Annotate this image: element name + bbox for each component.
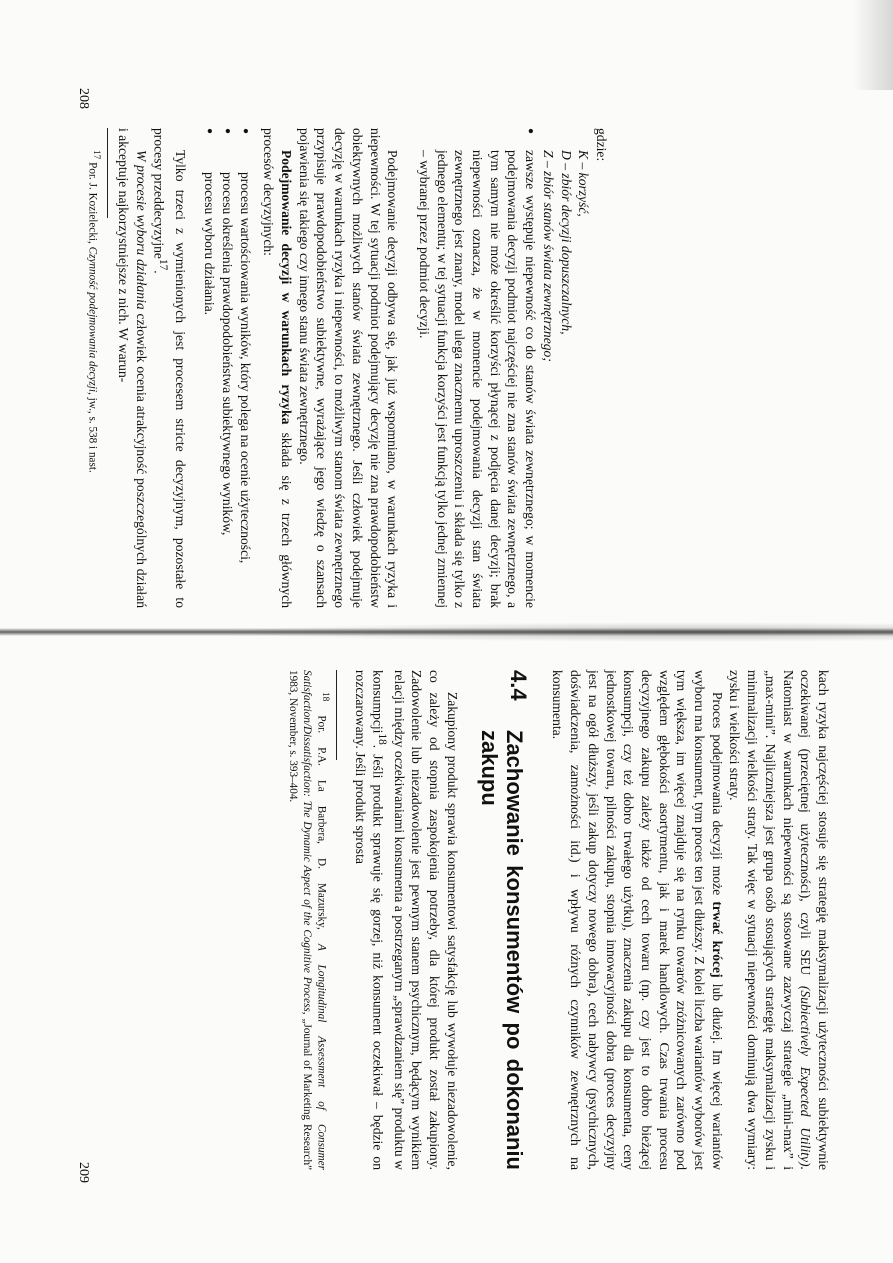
- paragraph-three-processes: Podejmowanie decyzji w warunkach ryzyka składa się z trzech głównych procesów decyzyjnych:: [261, 128, 295, 608]
- footnote-rule: [107, 128, 108, 218]
- scan-edge-shadow: [853, 0, 893, 90]
- book-gutter: [0, 628, 893, 636]
- section-heading: [476, 670, 531, 1170]
- paragraph-after-purchase: Zakupiony produkt sprawia konsumentowi satysfakcję lub wywołuje niezadowolenie, co zależy od stopnia zaspokojenia potrzeby, dla której produkt został zakupiony. Zadowolenie lub niezadowolenie jest pewnym stanem psychicznym, będącym wynikiem relacji między oczekiwaniami konsumenta a postrzeganym „sprawdzaniem się” produktu w konsumpcji$^{18}$. Jeśli produkt sprawuje się gorzej, niż konsument oczekiwał – będzie on rozczarowany. Jeśli produkt sprosta: [352, 670, 460, 1170]
- page-208: [85, 128, 610, 608]
- page-number-208: 208: [76, 88, 91, 109]
- paragraph-only-third: Tylko trzeci z wymienionych jest procesem stricte decyzyjnym, pozostałe to procesy przeddecyzyjne$^{17}$.: [151, 128, 188, 608]
- section-title: Zachowanie konsumentów po dokonaniu zakupu: [476, 730, 527, 1170]
- page-209: [286, 670, 832, 1170]
- process-item-1: ● procesu wartościowania wyników, który polega na ocenie użyteczności,: [236, 128, 254, 608]
- bullet-uncertainty: ● zawsze występuje niepewność co do stanów świata zewnętrznego; w momencie podejmowania decyzji podmiot najczęściej nie zna stanów świata zewnętrznego, a tym samym nie może określić korzyści płynącej z podjęcia danej decyzji; brak niepewności oznacza, że w momencie podejmowania decyzji stan świata zewnętrznego jest znany, model ulega znacznemu uproszczeniu i składa się tylko z jednego elementu; w tej sytuacji funkcja korzyści jest funkcją tylko jednej zmiennej – wybranej przez podmiot decyzji.: [415, 128, 539, 608]
- definition-k: K – korzyść,: [576, 150, 592, 217]
- paragraph-process-length: Proces podejmowania decyzji może trwać krócej lub dłużej. Im więcej wariantów wyboru ma konsument, tym proces ten jest dłuższy. Z kolei liczba wariantów wyborów jest tym większa, im więcej znajduje się na rynku towarów zróżnicowanych zarówno pod względem głębokości asortymentu, jak i marek handlowych. Czas trwania procesu decyzyjnego zakupu zależy także od cech towaru (np. czy jest to dobro bieżącej konsumpcji, czy też dobro trwałego użytku), znaczenia zakupu dla konsumenta, ceny jednostkowej towaru, pilności zakupu, stopnia innowacyjności dobra (proces decyzyjny jest na ogół dłuższy, jeśli zakup dotyczy nowego dobra), cech nabywcy (psychicznych, doświadczenia, zamożności itd.) i wpływu różnych czynników zewnętrznych na konsumenta.: [550, 670, 725, 1170]
- definition-z: Z – zbiór stanów świata zewnętrznego;: [540, 150, 556, 362]
- page-number-209: 209: [76, 1162, 91, 1183]
- process-item-2: ● procesu określenia prawdopodobieństwa subiektywnego wyników,: [218, 128, 236, 608]
- section-number: 4.4: [505, 670, 531, 701]
- paragraph-strategies: kach ryzyka najczęściej stosuje się strategię maksymalizacji użyteczności subiektywnie oczekiwanej (przeciętnej użyteczności), czyli SEU (Subiectively Expected Utility). Natomiast w warunkach niepewności są stosowane zazwyczaj strategie „mini-max” i „max-mini”. Najliczniejsza jest grupa osób stosujących strategię maksymalizacji zysku i minimalizacji wielkości straty. Tak więc w sytuacji niepewności dominują dwa wymiary: zysku i wielkości straty.: [727, 670, 831, 1170]
- footnote-rule: [336, 670, 337, 760]
- paragraph-choice: W procesie wyboru działania człowiek ocenia atrakcyjność poszczególnych działań i akceptuje najkorzystniejsze z nich. W warun-: [115, 128, 149, 608]
- paragraph-risk: Podejmowanie decyzji odbywa się, jak już wspomniano, w warunkach ryzyka i niepewności. W tej sytuacji podmiot podejmujący decyzję nie zna prawdopodobieństw obiektywnych możliwych stanów świata zewnętrznego. Jeśli człowiek podejmuje decyzję w warunkach ryzyka i niepewności, to możliwym stanom świata zewnętrznego przypisuje prawdopodobieństwo subiektywne, wyrażające jego wiedzę o szansach pojawienia się takiego czy innego stanu świata zewnętrznego.: [296, 128, 401, 608]
- process-item-3: ● procesu wyboru działania.: [201, 128, 219, 608]
- footnote-18: $^{18}$ Por. P.A. La Barbera, D. Mazursky, A Longitudinal Assessment of Consumer Satisfaction/Dissatisfaction: The Dynamic Aspect of the Cognitive Process, „Journal of Marketing Research” 1983, November, s. 393–404.: [287, 670, 330, 1170]
- definition-d: D – zbiór decyzji dopuszczalnych,: [558, 150, 574, 335]
- where-label: gdzie:: [594, 128, 609, 162]
- footnote-17: $^{17}$ Por. J. Kozielecki, Czynność podejmowania decyzji, jw., s. 538 i nast.: [86, 150, 102, 473]
